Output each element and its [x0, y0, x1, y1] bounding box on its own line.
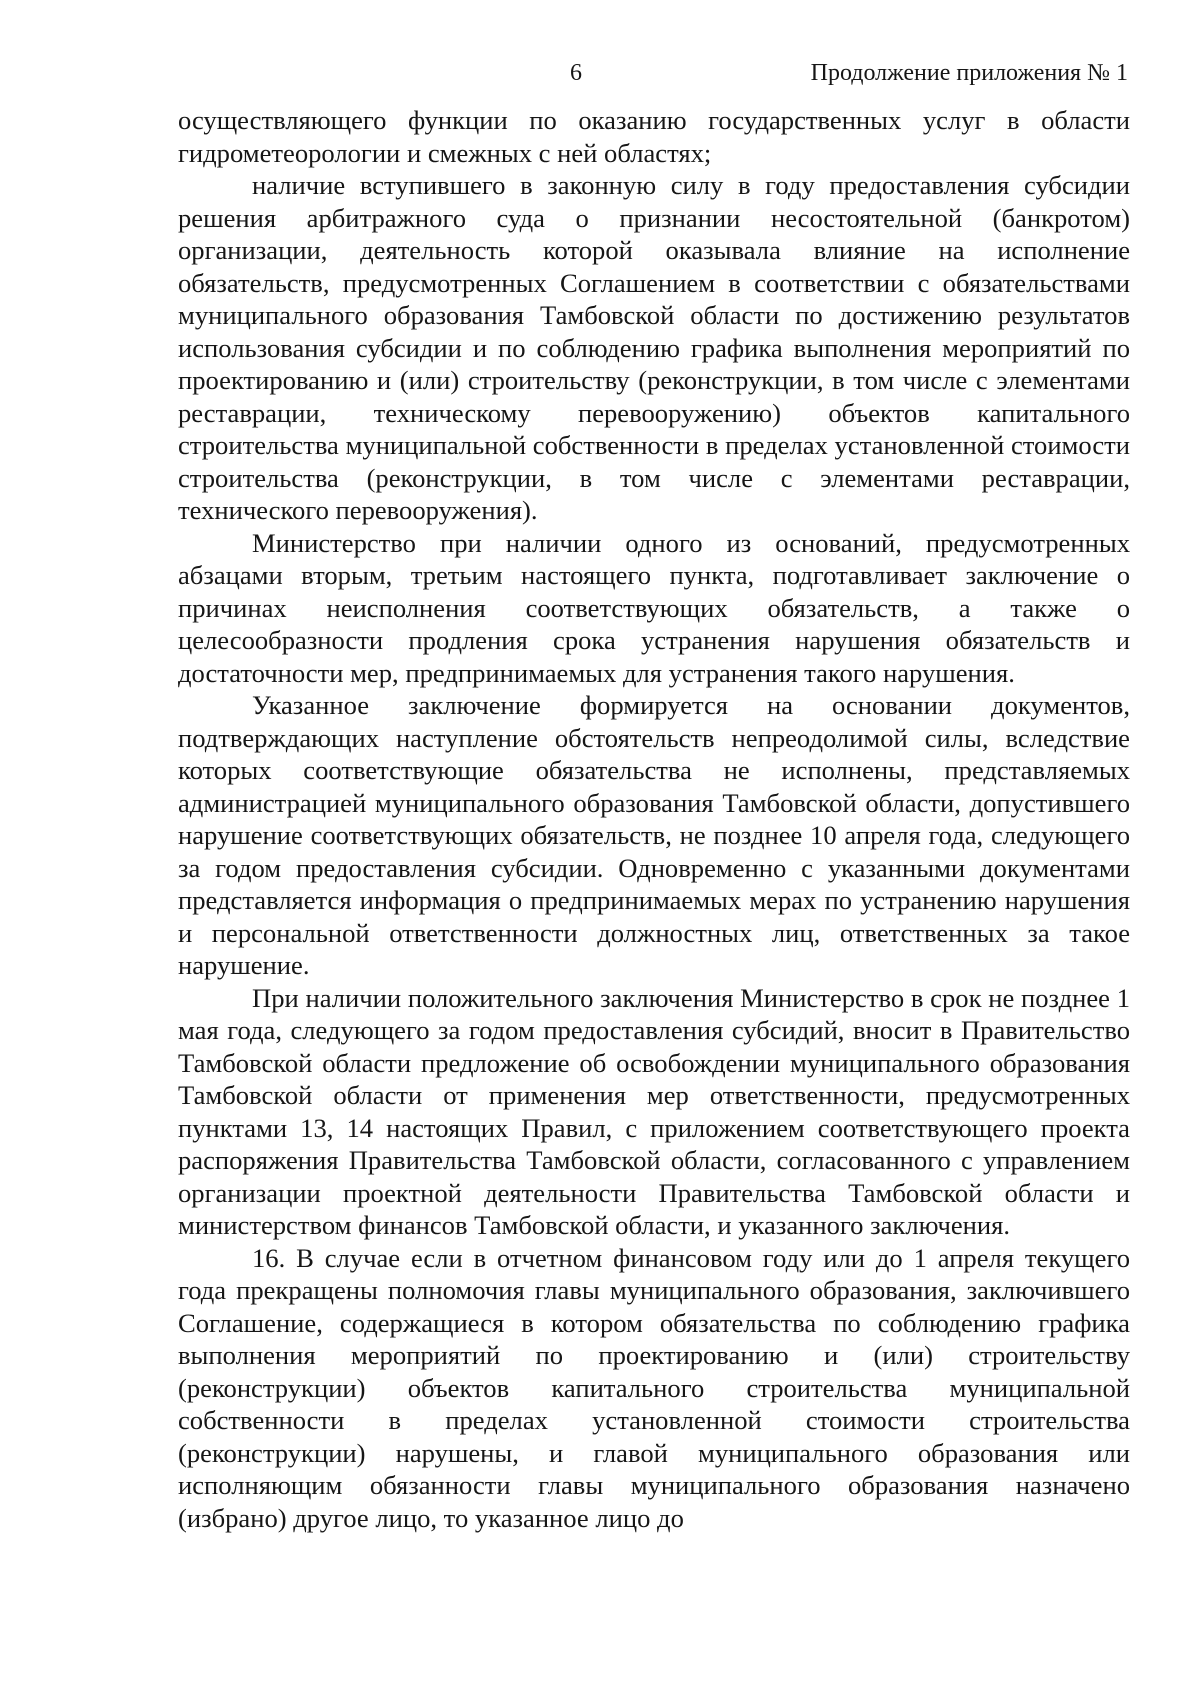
paragraph-bankruptcy-ground: наличие вступившего в законную силу в году предоставления субсидии решения арбитражного суда о признании несостоятельной (банкротом) организации, деятельность которой оказывала влияние на исполнение обязательств, предусмотренных Соглашением в соответствии с обязательствами муниципального образования Тамбовской области по достижению результатов использования субсидии и по соблюдению графика выполнения мероприятий по проектированию и (или) строительству (реконструкции, в том числе с элементами реставрации, техническому перевооружению) объектов капитального строительства муниципальной собственности в пределах установленной стоимости строительства (реконструкции, в том числе с элементами реставрации, технического перевооружения). — [178, 170, 1130, 525]
paragraph-conclusion-documents: Указанное заключение формируется на основании документов, подтверждающих наступление обстоятельств непреодолимой силы, вследствие которых соответствующие обязательства не исполнены, представляемых администрацией муниципального образования Тамбовской области, допустившего нарушение соответствующих обязательств, не позднее 10 апреля года, следующего за годом предоставления субсидии. Одновременно с указанными документами представляется информация о предпринимаемых мерах по устранению нарушения и персональной ответственности должностных лиц, ответственных за такое нарушение. — [178, 690, 1130, 980]
document-body — [178, 104, 1130, 1534]
paragraph-continued: осуществляющего функции по оказанию государственных услуг в области гидрометеорологии и смежных с ней областях; — [178, 105, 1130, 168]
appendix-continuation-note: Продолжение приложения № 1 — [810, 60, 1128, 86]
paragraph-positive-conclusion: При наличии положительного заключения Министерство в срок не позднее 1 мая года, следующего за годом предоставления субсидий, вносит в Правительство Тамбовской области предложение об освобождении муниципального образования Тамбовской области от применения мер ответственности, предусмотренных пунктами 13, 14 настоящих Правил, с приложением соответствующего проекта распоряжения Правительства Тамбовской области, согласованного с управлением организации проектной деятельности Правительства Тамбовской области и министерством финансов Тамбовской области, и указанного заключения. — [178, 982, 1130, 1240]
page-number: 6 — [570, 60, 582, 86]
paragraph-clause-16: 16. В случае если в отчетном финансовом году или до 1 апреля текущего года прекращены полномочия главы муниципального образования, заключившего Соглашение, содержащиеся в котором обязательства по соблюдению графика выполнения мероприятий по проектированию и (или) строительству (реконструкции) объектов капитального строительства муниципальной собственности в пределах установленной стоимости строительства (реконструкции) нарушены, и главой муниципального образования или исполняющим обязанности главы муниципального образования назначено (избрано) другое лицо, то указанное лицо до — [178, 1242, 1130, 1533]
paragraph-ministry-conclusion: Министерство при наличии одного из оснований, предусмотренных абзацами вторым, третьим настоящего пункта, подготавливает заключение о причинах неисполнения соответствующих обязательств, а также о целесообразности продления срока устранения нарушения обязательств и достаточности мер, предпринимаемых для устранения такого нарушения. — [178, 527, 1130, 688]
